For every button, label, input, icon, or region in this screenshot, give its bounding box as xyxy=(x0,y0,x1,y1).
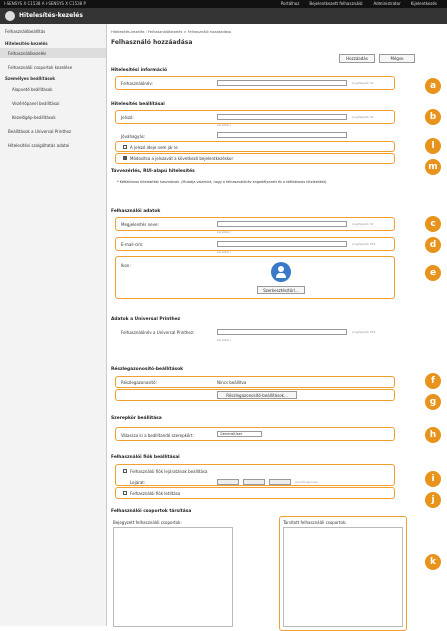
logged-in-label: Bejelentkezett felhasználó: xyxy=(309,1,364,6)
sidebar-item-auth-service[interactable]: Hitelesítési szolgáltatás adatai xyxy=(8,143,70,148)
sidebar-item-panel[interactable]: Vezérlőpanel beállításai xyxy=(12,101,60,106)
confirm-input[interactable] xyxy=(217,132,347,138)
sidebar-item-users[interactable]: Felhasználókezelés xyxy=(8,51,47,56)
marker-k: k xyxy=(425,554,441,570)
device-name: I-SENSYS X C1538 A I-SENSYS X C1538 P xyxy=(4,1,86,6)
email-limit-unit: karakter) xyxy=(217,250,231,254)
marker-l: l xyxy=(425,138,441,154)
app-title: Hitelesítés-kezelés xyxy=(19,12,83,19)
main-content xyxy=(107,24,447,626)
universal-print-limit: (Legfeljebb 256 xyxy=(352,330,376,334)
email-label: E-mail-cím: xyxy=(121,242,144,247)
role-select[interactable]: GeneralUser xyxy=(217,431,262,437)
highlight-d xyxy=(115,237,395,251)
section-remote: Távvezérlés, RUI-alapú hitelesítés xyxy=(111,169,195,174)
sidebar-group-personal: Személyes beállítások xyxy=(5,76,56,81)
universal-print-label: Felhasználónév a Universal Printhez: xyxy=(121,330,195,335)
icon-label: Ikon: xyxy=(121,263,131,268)
highlight-i xyxy=(115,464,395,486)
password-label: Jelszó: xyxy=(121,115,134,120)
display-name-limit-unit: karakter) xyxy=(217,230,231,234)
sidebar-item-groups[interactable]: Felhasználói csoportok kezelése xyxy=(8,65,73,70)
highlight-b xyxy=(115,110,395,124)
highlight-j xyxy=(115,487,395,499)
section-auth-settings: Hitelesítés beállításai xyxy=(111,102,165,107)
registered-groups-label: Bejegyzett felhasználói csoportok: xyxy=(113,520,182,525)
section-role: Szerepkör beállítása xyxy=(111,416,162,421)
marker-c: c xyxy=(425,216,441,232)
universal-print-input[interactable] xyxy=(217,329,347,335)
highlight-m xyxy=(115,153,395,164)
breadcrumb: Hitelesítés-kezelés : Felhasználókezelés > Felhasználó hozzáadása xyxy=(111,30,232,34)
password-no-expire-label: A jelszó ideje nem jár le xyxy=(130,145,178,150)
display-name-limit: (Legfeljebb 32 xyxy=(352,222,374,226)
highlight-l xyxy=(115,141,395,152)
marker-j: j xyxy=(425,492,441,508)
section-universal-print: Adatok a Universal Printhez xyxy=(111,317,181,322)
portal-link[interactable]: Portálhoz xyxy=(280,1,300,6)
marker-a: a xyxy=(425,78,441,94)
add-button[interactable]: Hozzáadás xyxy=(339,54,375,63)
section-user-data: Felhasználói adatok xyxy=(111,209,161,214)
account-disable-label: Felhasználói fiók letiltása xyxy=(130,491,181,496)
highlight-e xyxy=(115,256,395,299)
sidebar-back-link[interactable]: Felhasználóbeállítás xyxy=(5,29,46,34)
app-header xyxy=(0,8,447,24)
section-dept: Részlegazonosító-beállítások xyxy=(111,367,184,372)
sidebar-item-universal-print[interactable]: Beállítások a Universal Printhez xyxy=(8,129,72,134)
section-auth-info: Hitelesítési információ xyxy=(111,68,167,73)
remote-note: * Kétfaktoros hitelesítést használnak. (Mutatja valamint, hogy a felhasználónév engedélyezett és a kétfaktoros hitelesítést). xyxy=(117,180,328,184)
username-label: Felhasználónév: xyxy=(121,81,153,86)
marker-d: d xyxy=(425,237,441,253)
section-account: Felhasználói fiók beállításai xyxy=(111,455,180,460)
universal-print-limit-unit: karakter) xyxy=(217,338,231,342)
dept-id-label: Részlegazonosító: xyxy=(121,380,157,385)
gear-icon xyxy=(5,11,15,21)
marker-h: h xyxy=(425,427,441,443)
highlight-f xyxy=(115,376,395,388)
page-title: Felhasználó hozzáadása xyxy=(111,39,193,46)
icon-edit-button[interactable]: Szerkesztés/törl... xyxy=(257,286,305,294)
highlight-g xyxy=(115,389,395,401)
dept-id-value: Nincs beállítva xyxy=(217,380,247,385)
marker-f: f xyxy=(425,373,441,389)
marker-e: e xyxy=(425,265,441,281)
email-limit: (Legfeljebb 256 xyxy=(352,242,376,246)
section-groups: Felhasználói csoportok társítása xyxy=(111,509,192,514)
highlight-k xyxy=(279,516,407,631)
username-limit: (Legfeljebb 32 xyxy=(352,81,374,85)
highlight-a xyxy=(115,76,395,90)
account-expiry-label: Felhasználói fiók lejáratának beállítása xyxy=(130,469,208,474)
dept-settings-button[interactable]: Részlegazonosító-beállítások... xyxy=(217,391,297,399)
assigned-groups-label: Társított felhasználói csoportok: xyxy=(283,520,347,525)
password-limit-unit: karakter) xyxy=(217,123,231,127)
highlight-c xyxy=(115,217,395,231)
display-name-label: Megjelenítés neve: xyxy=(121,222,159,227)
expires-label: Lejárat: xyxy=(130,480,146,485)
marker-b: b xyxy=(425,109,441,125)
expiry-hint: (év/hónap/nap) xyxy=(295,480,319,484)
cancel-button[interactable]: Mégse xyxy=(379,54,415,63)
user-name: Administrator xyxy=(373,1,401,6)
registered-groups-list[interactable] xyxy=(113,527,233,627)
role-label: Válassza ki a beállítandó szerepkört: xyxy=(121,433,194,438)
marker-m: m xyxy=(425,159,441,175)
change-password-label: Módosítsa a jelszavát a következő bejelentkezéskor xyxy=(130,156,234,161)
password-limit: (Legfeljebb 32 xyxy=(352,115,374,119)
sidebar-item-basic[interactable]: Alapvető beállítások xyxy=(12,87,53,92)
highlight-h xyxy=(115,427,395,441)
sidebar xyxy=(0,24,107,626)
marker-g: g xyxy=(425,394,441,410)
logout-link[interactable]: Kijelentkezés xyxy=(410,1,437,6)
sidebar-group-auth: Hitelesítés-kezelés xyxy=(5,41,48,46)
top-bar xyxy=(0,0,447,8)
confirm-label: Jóváhagyás: xyxy=(121,134,146,139)
marker-i: i xyxy=(425,471,441,487)
sidebar-item-machine[interactable]: Kezelőgép-beállítások xyxy=(12,115,56,120)
